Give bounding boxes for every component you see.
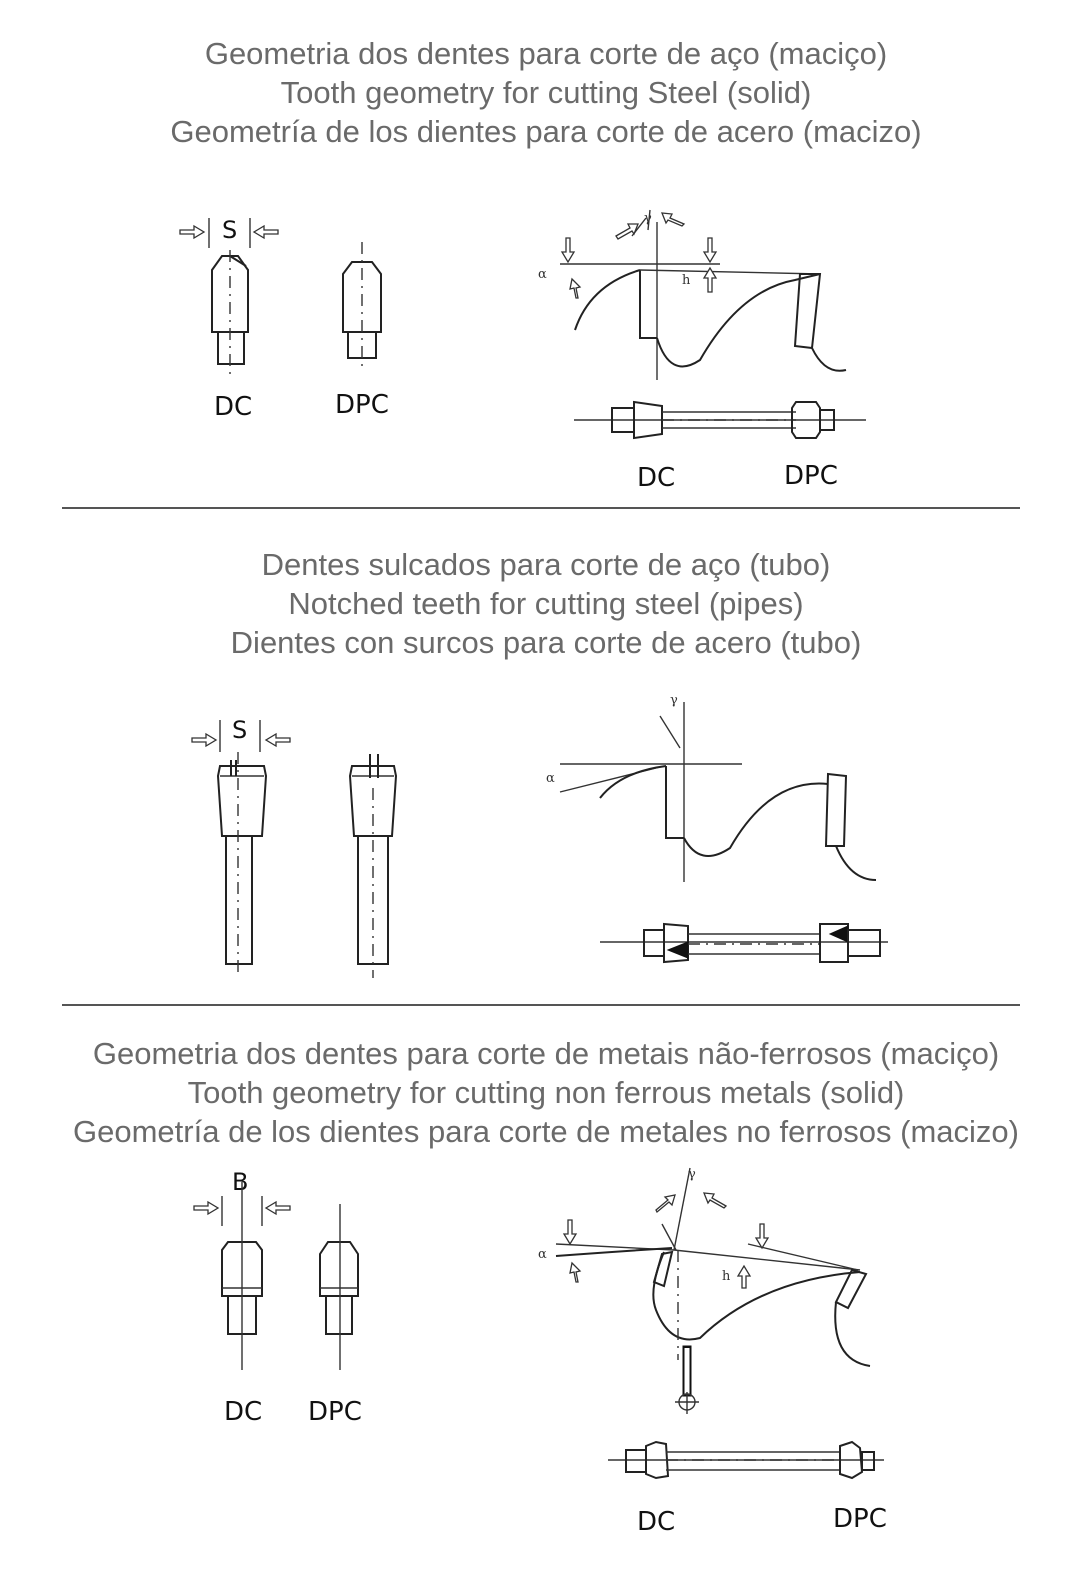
- s2-gamma: γ: [670, 693, 678, 708]
- section-1-diagram: [0, 190, 1092, 500]
- s1-dim-s: S: [222, 216, 238, 244]
- s3-arrow-right-icon: [266, 1202, 290, 1214]
- divider-1: [62, 507, 1020, 509]
- s1-left-label-dc: DC: [214, 392, 253, 422]
- section-3-title-pt: Geometria dos dentes para corte de metais não-ferrosos (maciço): [92, 1036, 1000, 1071]
- section-2-title-en: Notched teeth for cutting steel (pipes): [288, 586, 804, 621]
- s1-dpc-tooth-front: [343, 242, 381, 370]
- s1-alpha: α: [538, 267, 547, 282]
- s2-notch-left-icon: [668, 942, 688, 958]
- s1-dc-tooth-front: [180, 216, 278, 380]
- s3-gamma: γ: [688, 1167, 696, 1182]
- s3-alpha: α: [538, 1247, 547, 1262]
- s3-dc-tooth-front: [194, 1168, 290, 1370]
- section-2-title: [0, 545, 1092, 662]
- s3-arrow-left-icon: [194, 1202, 218, 1214]
- section-1-title-en: Tooth geometry for cutting Steel (solid): [280, 75, 812, 110]
- s1-tooth-top-view: [574, 402, 866, 438]
- s1-gamma-arrow-right-icon: [662, 213, 684, 226]
- s1-h: h: [682, 273, 691, 288]
- section-2-title-pt: Dentes sulcados para corte de aço (tubo): [261, 547, 831, 582]
- s2-dpc-tooth-front: [350, 754, 396, 978]
- s1-alpha-arrow-up-icon: [570, 279, 580, 298]
- s2-alpha: α: [546, 771, 555, 786]
- s3-tooth-side-profile: [538, 1167, 870, 1414]
- divider-2: [62, 1004, 1020, 1006]
- section-1-title: [0, 34, 1092, 151]
- s3-tooth-top-view: [608, 1442, 884, 1478]
- s3-dpc-tooth-front: [320, 1204, 358, 1370]
- s1-right-label-dpc: DPC: [784, 461, 838, 491]
- section-2-diagram: [0, 688, 1092, 988]
- s1-right-label-dc: DC: [637, 463, 676, 493]
- s1-h-arrow-down-icon: [704, 238, 716, 262]
- s3-gamma-arrow-right-icon: [704, 1193, 726, 1208]
- section-3-diagram: [0, 1160, 1092, 1560]
- s3-left-label-dc: DC: [224, 1397, 263, 1427]
- s3-right-label-dpc: DPC: [833, 1504, 887, 1534]
- s2-arrow-right-icon: [266, 734, 290, 746]
- s3-gamma-arrow-left-icon: [656, 1195, 675, 1212]
- s2-dim-s: S: [232, 716, 248, 744]
- section-1-title-pt: Geometria dos dentes para corte de aço (maciço): [204, 36, 888, 71]
- section-3-title-es: Geometría de los dientes para corte de metales no ferrosos (macizo): [73, 1114, 1019, 1149]
- s2-tooth-side-profile: [546, 693, 876, 882]
- s1-arrow-right-icon: [254, 226, 278, 238]
- s3-alpha-arrow-up-icon: [570, 1263, 580, 1282]
- s1-alpha-arrow-down-icon: [562, 238, 574, 262]
- s2-notch-right-icon: [830, 926, 848, 942]
- s2-dc-tooth-front: [192, 716, 290, 978]
- s1-tooth-side-profile: [538, 210, 846, 380]
- s3-alpha-arrow-down-icon: [564, 1220, 576, 1244]
- s1-gamma-arrow-left-icon: [616, 224, 638, 239]
- s1-left-label-dpc: DPC: [335, 390, 389, 420]
- s2-tooth-top-view: [600, 924, 888, 962]
- s1-arrow-left-icon: [180, 226, 204, 238]
- s1-gamma: γ: [644, 211, 652, 226]
- section-2-title-es: Dientes con surcos para corte de acero (tubo): [230, 625, 862, 660]
- section-1-title-es: Geometría de los dientes para corte de acero (macizo): [170, 114, 922, 149]
- s3-right-label-dc: DC: [637, 1507, 676, 1537]
- s3-dim-b: B: [232, 1168, 249, 1196]
- section-3-title: [0, 1034, 1092, 1151]
- s3-h: h: [722, 1269, 731, 1284]
- s3-left-label-dpc: DPC: [308, 1397, 362, 1427]
- s3-h-arrow-down-icon: [756, 1224, 768, 1248]
- s2-arrow-left-icon: [192, 734, 216, 746]
- section-3-title-en: Tooth geometry for cutting non ferrous metals (solid): [187, 1075, 905, 1110]
- s3-h-arrow-up-icon: [738, 1266, 750, 1288]
